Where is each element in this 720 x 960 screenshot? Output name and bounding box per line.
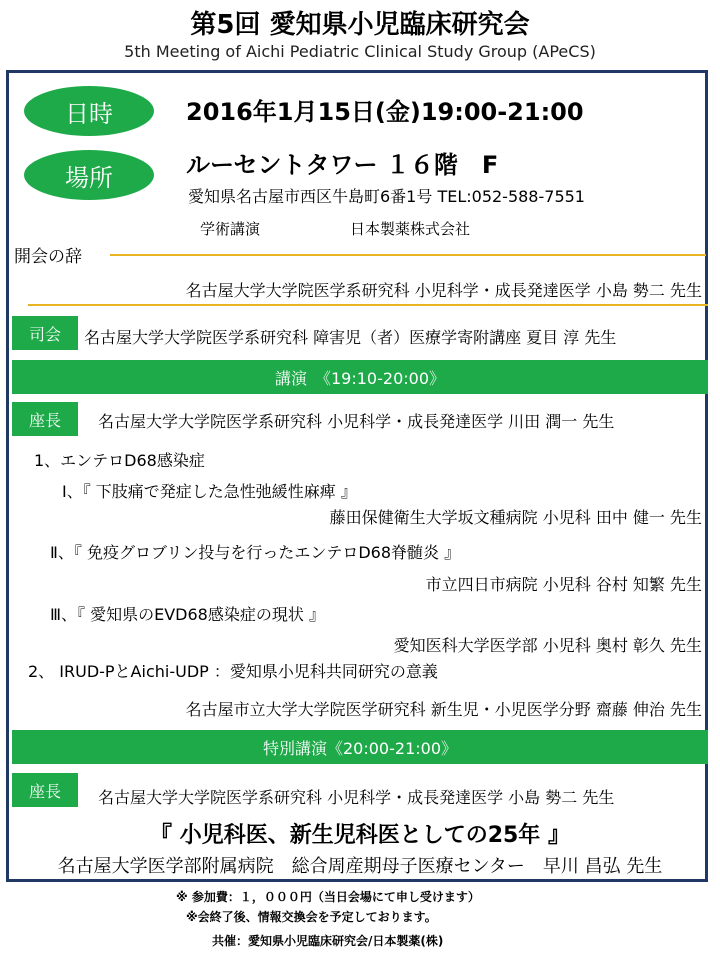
special-chair-tag: 座長 [12,773,78,807]
lecture-sponsor-line [200,218,470,239]
special-chair-name: 名古屋大学大学院医学系研究科 小児科学・成長発達医学 小島 勢二 先生 [98,788,615,807]
social-note: ※会終了後、情報交換会を予定しております。 [186,910,437,924]
date-label-oval: 日時 [24,86,154,136]
moderator-name: 名古屋大学大学院医学系研究科 障害児（者）医療学寄附講座 夏目 淳 先生 [84,328,617,347]
lecture-type: 学術講演 [200,220,261,238]
sponsor-company: 日本製薬株式会社 [350,220,471,238]
fee-note: ※ 参加費：１，０００円（当日会場にて申し受けます） [176,890,480,904]
opening-speaker: 名古屋大学大学院医学系研究科 小児科学・成長発達医学 小島 勢二 先生 [185,281,702,300]
topic-2-speaker: 名古屋市立大学大学院医学研究科 新生児・小児医学分野 齋藤 伸治 先生 [185,700,702,719]
special-lecture-title: 『 小児科医、新生児科医としての25年 』 [150,823,570,848]
subtopic-1-speaker: 藤田保健衛生大学坂文種病院 小児科 田中 健一 先生 [329,508,702,527]
page-subtitle: 5th Meeting of Aichi Pediatric Clinical Study Group (APeCS) [124,42,596,61]
venue-label-oval: 場所 [24,150,154,200]
venue-address: 愛知県名古屋市西区牛島町6番1号 TEL:052-588-7551 [188,187,585,206]
opening-address-label: 開会の辞 [14,247,82,267]
subtopic-2-speaker: 市立四日市病院 小児科 谷村 知繁 先生 [425,575,702,594]
special-lecture-band: 特別講演《20:00-21:00》 [12,730,708,764]
moderator-tag: 司会 [12,316,78,350]
lecture-band: 講演 《19:10-20:00》 [12,360,708,394]
venue-name: ルーセントタワー １６階 F [186,151,499,179]
lecture-chair-tag: 座長 [12,402,78,436]
gold-divider-top [110,254,706,256]
cohost-note: 共催：愛知県小児臨床研究会/日本製薬(株) [212,934,444,948]
event-date: 2016年1月15日(金)19:00-21:00 [186,98,584,126]
page-title: 第5回 愛知県小児臨床研究会 [190,10,530,40]
subtopic-3-speaker: 愛知医科大学医学部 小児科 奥村 彰久 先生 [393,636,702,655]
subtopic-1-title: Ⅰ、『 下肢痛で発症した急性弛緩性麻痺 』 [62,482,357,501]
subtopic-2-title: Ⅱ、『 免疫グロブリン投与を行ったエンテロD68脊髄炎 』 [50,543,461,562]
gold-divider-bottom [28,304,708,306]
subtopic-3-title: Ⅲ、『 愛知県のEVD68感染症の現状 』 [50,605,325,624]
topic-1: 1、エンテロD68感染症 [34,451,205,470]
topic-2: 2、 IRUD-PとAichi-UDP ：愛知県小児科共同研究の意義 [28,662,438,681]
special-lecture-speaker: 名古屋大学医学部附属病院 総合周産期母子医療センター 早川 昌弘 先生 [57,856,663,877]
lecture-chair-name: 名古屋大学大学院医学系研究科 小児科学・成長発達医学 川田 潤一 先生 [98,412,615,431]
